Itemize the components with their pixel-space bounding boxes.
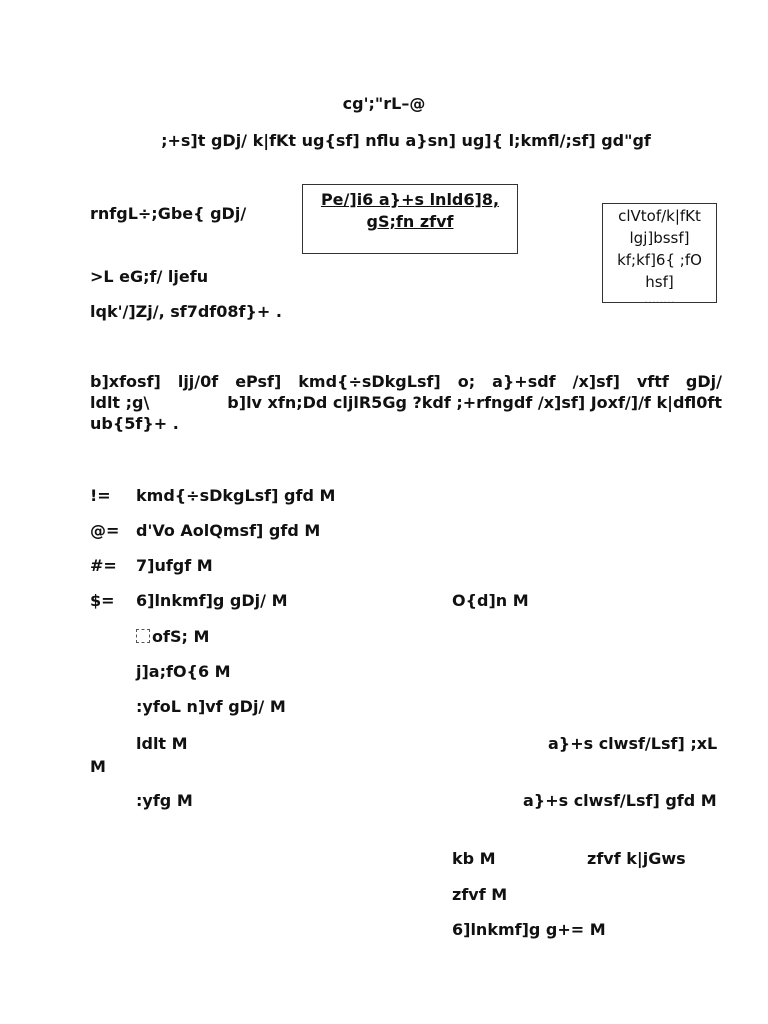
- firm-name-field: kmd{÷sDkgLsf] gfd M: [136, 486, 336, 505]
- address-field: 7]ufgf M: [136, 556, 213, 575]
- fax-field: [136, 627, 209, 647]
- branch-phone-field: 6]lnkmf]g g+= M: [452, 920, 606, 939]
- para-word: a}+sdf: [492, 372, 556, 391]
- photo-line-1: clVtof/k|fKt: [618, 207, 701, 225]
- para-word: o;: [457, 372, 476, 391]
- email-field: O{d]n M: [452, 591, 529, 610]
- owner-name-field: d'Vo AolQmsf] gfd M: [136, 521, 321, 540]
- branch-field: zfvf M: [452, 885, 508, 904]
- signature-colon: M: [90, 757, 106, 776]
- item-number-3: #=: [90, 556, 117, 575]
- branch-name: gS;fn zfvf: [366, 212, 454, 231]
- phone-field: 6]lnkmf]g gDj/ M: [136, 591, 288, 610]
- item-number-4: $=: [90, 591, 115, 610]
- paragraph-line-1: [90, 371, 722, 392]
- branch-manager-title: zfvf k|jGws: [587, 849, 686, 868]
- photo-line-4: hsf]: [645, 273, 674, 291]
- document-subtitle: ;+s]t gDj/ k|fKt ug{sf] nflu a}sn] ug]{ l;kmfl/;sf] gd"gf: [161, 131, 651, 150]
- officer-name-field: a}+s clwsf/Lsf] gfd M: [523, 791, 717, 810]
- place-field: :yfg M: [136, 791, 193, 810]
- paragraph-line-2: [90, 392, 722, 413]
- officer-signature-field: a}+s clwsf/Lsf] ;xL: [548, 734, 718, 753]
- para-word: ePsf]: [235, 372, 282, 391]
- photo-line-3: kf;kf]6{ ;fO: [617, 251, 702, 269]
- para-segment: b]lv xfn;Dd cljlR5Gg ?kdf ;+rfngdf /x]sf] Joxf/]/f k|dfl0ft: [227, 393, 722, 412]
- website-field: j]a;fO{6 M: [136, 662, 231, 681]
- para-word: /x]sf]: [572, 372, 620, 391]
- page-title: cg';"rL–@: [342, 94, 426, 113]
- photo-placeholder-box: [602, 203, 717, 303]
- para-word: b]xfosf]: [90, 372, 161, 391]
- recipient-line: >L eG;f/ ljefu: [90, 267, 209, 286]
- para-segment: ldlt ;g\: [90, 393, 150, 412]
- para-word: kmd{÷sDkgLsf]: [298, 372, 441, 391]
- date-field: ldlt M: [136, 734, 188, 753]
- bank-branch-box: [302, 184, 518, 254]
- fax-label: ofS; M: [152, 627, 210, 646]
- para-word: vftf: [636, 372, 669, 391]
- body-paragraph: [90, 371, 722, 434]
- missing-glyph-icon: [136, 629, 150, 643]
- paragraph-line-3: ub{5f}+ .: [90, 414, 179, 433]
- address-line: lqk'/]Zj/, sf7df08f}+ .: [90, 302, 282, 321]
- account-number-field: :yfoL n]vf gDj/ M: [136, 697, 286, 716]
- post-field: kb M: [452, 849, 496, 868]
- para-word: ljj/0f: [177, 372, 219, 391]
- item-number-1: !=: [90, 486, 111, 505]
- reference-number-label: rnfgL÷;Gbe{ gDj/: [90, 204, 247, 223]
- photo-line-faint: ........: [644, 292, 675, 303]
- photo-line-2: lgj]bssf]: [629, 229, 690, 247]
- bank-name: Pe/]i6 a}+s lnld6]8,: [320, 190, 500, 209]
- item-number-2: @=: [90, 521, 120, 540]
- para-word: gDj/: [685, 372, 722, 391]
